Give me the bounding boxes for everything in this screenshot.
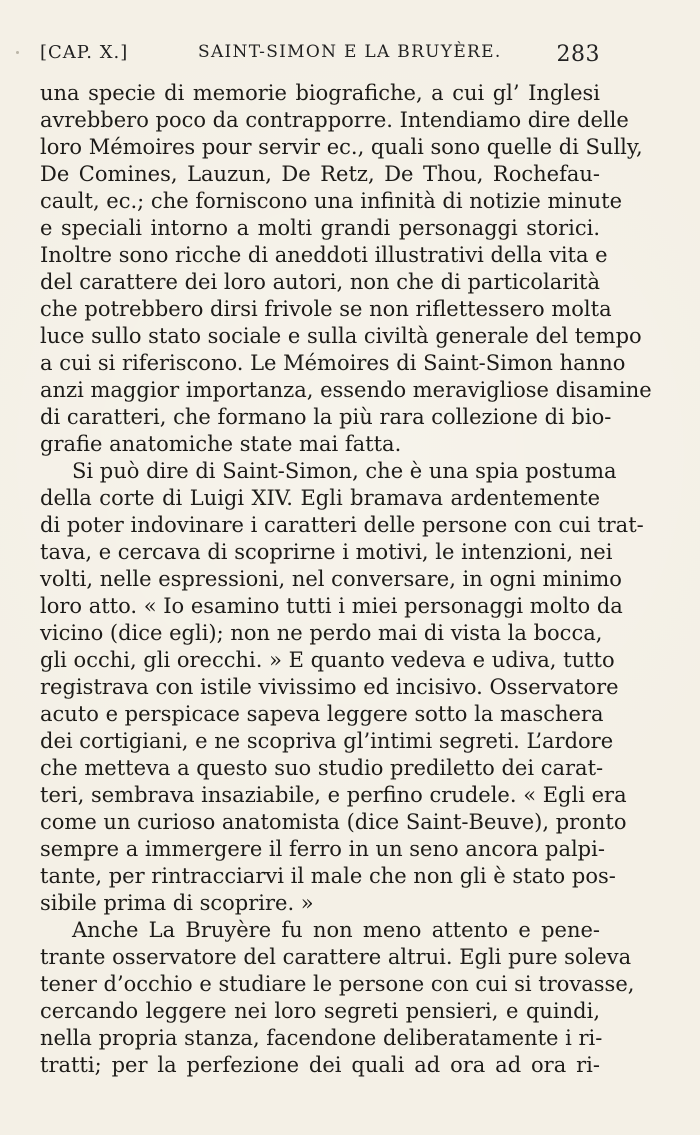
text-line: che metteva a questo suo studio prediletto dei carat- <box>40 756 604 780</box>
text-line: sibile prima di scoprire. » <box>40 891 314 915</box>
paragraph-1 <box>40 80 652 458</box>
text-line: a cui si riferiscono. Le Mémoires di Saint-Simon hanno <box>40 351 626 375</box>
text-line: nella propria stanza, facendone deliberatamente i ri- <box>40 1026 603 1050</box>
text-line: vicino (dice egli); non ne perdo mai di vista la bocca, <box>40 621 603 645</box>
text-line: di poter indovinare i caratteri delle persone con cui trat- <box>40 513 644 537</box>
text-line: della corte di Luigi XIV. Egli bramava ardentemente <box>40 486 600 510</box>
text-line: Inoltre sono ricche di aneddoti illustrativi della vita e <box>40 243 608 267</box>
text-line: di caratteri, che formano la più rara collezione di bio- <box>40 405 612 429</box>
paragraph-3 <box>40 917 635 1079</box>
text-line: sempre a immergere il ferro in un seno ancora palpi- <box>40 837 605 861</box>
text-line: che potrebbero dirsi frivole se non riflettessero molta <box>40 297 612 321</box>
text-line: dei cortigiani, e ne scopriva gl’intimi segreti. L’ardore <box>40 729 614 753</box>
text-line: tava, e cercava di scoprirne i motivi, le intenzioni, nei <box>40 540 613 564</box>
page-number: 283 <box>556 42 600 67</box>
text-line: registrava con istile vivissimo ed incisivo. Osservatore <box>40 675 619 699</box>
text-body <box>40 80 652 1079</box>
text-line: anzi maggior importanza, essendo meravigliose disamine <box>40 378 652 402</box>
text-line: avrebbero poco da contrapporre. Intendiamo dire delle <box>40 108 629 132</box>
text-line: tener d’occhio e studiare le persone con cui si trovasse, <box>40 972 635 996</box>
text-line: come un curioso anatomista (dice Saint-Beuve), pronto <box>40 810 627 834</box>
text-line: luce sullo stato sociale e sulla civiltà generale del tempo <box>40 324 642 348</box>
text-line: grafie anatomiche state mai fatta. <box>40 432 402 456</box>
text-line: una specie di memorie biografiche, a cui gl’ Inglesi <box>40 81 600 105</box>
running-title: SAINT-SIMON E LA BRUYÈRE. <box>198 42 502 62</box>
text-line: acuto e perspicace sapeva leggere sotto la maschera <box>40 702 604 726</box>
text-line: Si può dire di Saint-Simon, che è una spia postuma <box>72 459 617 483</box>
text-line: loro atto. « Io esamino tutti i miei personaggi molto da <box>40 594 623 618</box>
running-header <box>40 42 600 72</box>
text-line: volti, nelle espressioni, nel conversare, in ogni minimo <box>40 567 622 591</box>
margin-speck <box>16 51 19 54</box>
text-line: De Comines, Lauzun, De Retz, De Thou, Rochefau- <box>40 162 600 186</box>
text-line: cercando leggere nei loro segreti pensieri, e quindi, <box>40 999 600 1023</box>
text-line: teri, sembrava insaziabile, e perfino crudele. « Egli era <box>40 783 627 807</box>
text-line: Anche La Bruyère fu non meno attento e pene- <box>72 918 600 942</box>
text-line: del carattere dei loro autori, non che di particolarità <box>40 270 600 294</box>
chapter-label: [CAP. X.] <box>40 42 129 63</box>
text-line: gli occhi, gli orecchi. » E quanto vedeva e udiva, tutto <box>40 648 615 672</box>
text-line: tratti; per la perfezione dei quali ad ora ad ora ri- <box>40 1053 600 1077</box>
text-line: trante osservatore del carattere altrui. Egli pure soleva <box>40 945 632 969</box>
text-line: cault, ec.; che forniscono una infinità di notizie minute <box>40 189 622 213</box>
text-line: tante, per rintracciarvi il male che non gli è stato pos- <box>40 864 616 888</box>
text-line: loro Mémoires pour servir ec., quali sono quelle di Sully, <box>40 135 643 159</box>
text-line: e speciali intorno a molti grandi personaggi storici. <box>40 216 600 240</box>
paragraph-2 <box>40 458 644 917</box>
